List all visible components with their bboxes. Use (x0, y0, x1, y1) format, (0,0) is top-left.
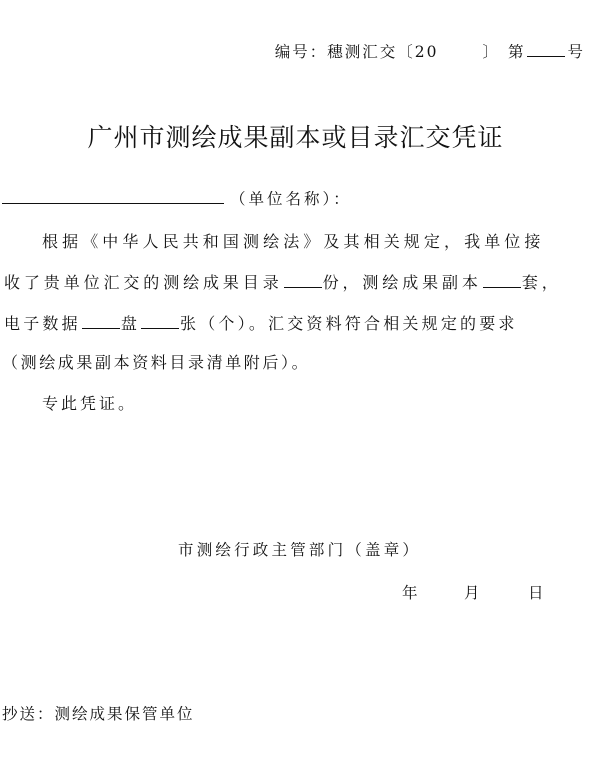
issuing-authority: 市测绘行政主管部门（盖章） (178, 541, 422, 559)
disk-count-blank (82, 312, 120, 329)
recipient-label: （单位名称）： (230, 190, 352, 208)
body-line-1: 根据《中华人民共和国测绘法》及其相关规定，我单位接 (42, 232, 545, 251)
body-line-3-b: 盘 (120, 314, 141, 333)
item-count-blank (141, 312, 179, 329)
body-line-3-a: 电子数据 (4, 314, 81, 333)
reference-close-bracket: 〕 (482, 43, 500, 61)
body-line-4: （测绘成果副本资料目录清单附后）。 (2, 353, 311, 372)
catalog-count-blank (284, 271, 322, 288)
date-line (402, 581, 544, 603)
reference-number (275, 40, 585, 62)
date-month-label: 月 (464, 584, 480, 602)
reference-prefix: 编号：穗测汇交〔20 (274, 43, 439, 61)
cc-line: 抄送：测绘成果保管单位 (2, 705, 195, 723)
document-title: 广州市测绘成果副本或目录汇交凭证 (87, 123, 504, 152)
closing-statement: 专此凭证。 (42, 394, 138, 413)
body-line-2 (4, 270, 562, 293)
body-line-3-c: 张（个）。汇交资料符合相关规定的要求 (180, 314, 518, 333)
body-line-2-c: 套， (521, 273, 562, 292)
date-year-label: 年 (402, 584, 418, 602)
body-line-2-b: 份，测绘成果副本 (322, 273, 482, 292)
date-day-label: 日 (528, 584, 544, 602)
reference-number-blank (527, 41, 565, 58)
recipient-line (2, 187, 352, 209)
copy-count-blank (483, 271, 521, 288)
body-line-3 (4, 311, 518, 334)
recipient-name-blank (2, 188, 224, 205)
reference-suffix: 号 (567, 43, 585, 61)
body-line-2-a: 收了贵单位汇交的测绘成果目录 (4, 273, 283, 292)
reference-ordinal-prefix: 第 (507, 43, 526, 61)
